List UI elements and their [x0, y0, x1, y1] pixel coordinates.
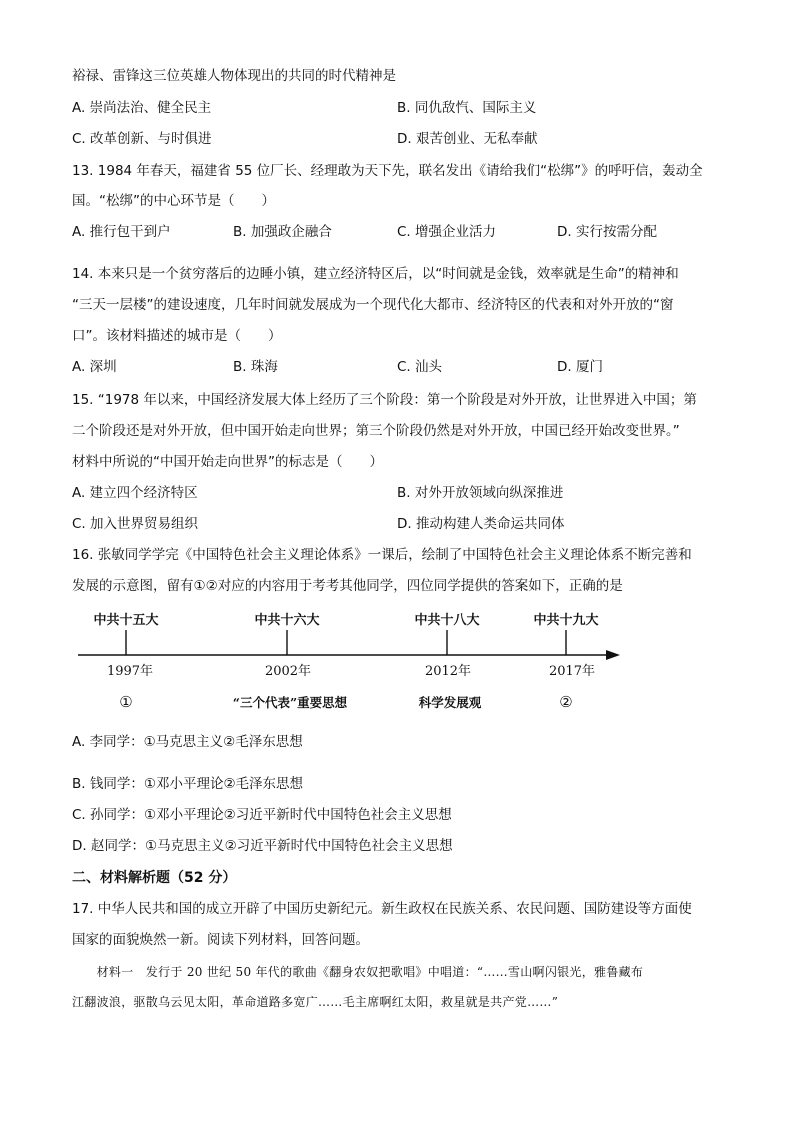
congress-label-15: 中共十五大: [93, 613, 159, 628]
blank-marker-2: ②: [559, 693, 573, 711]
q17-material1-line2: 江翻波浪，驱散乌云见太阳，革命道路多宽广……毛主席啊红太阳，救星就是共产党……”: [72, 995, 559, 1009]
q16-option-d[interactable]: D. 赵同学：①马克思主义②习近平新时代中国特色社会主义思想: [72, 838, 453, 854]
q17-stem-line2: 国家的面貌焕然一新。阅读下列材料，回答问题。: [72, 932, 369, 948]
q12-option-a[interactable]: A. 崇尚法治、健全民主: [72, 100, 212, 116]
year-label-1997: 1997年: [106, 664, 154, 679]
q14-option-d[interactable]: D. 厦门: [557, 359, 603, 375]
section-heading: 二、材料解析题（52 分）: [72, 870, 237, 886]
year-label-2002: 2002年: [264, 664, 312, 679]
q13-stem-line1: 13. 1984 年春天，福建省 55 位厂长、经理敢为天下先，联名发出《请给我们“松绑”》的呼吁信，轰动全: [72, 163, 703, 179]
q13-option-d[interactable]: D. 实行按需分配: [557, 224, 657, 240]
congress-label-16: 中共十六大: [254, 613, 320, 628]
q12-option-d[interactable]: D. 艰苦创业、无私奉献: [397, 131, 538, 147]
q14-stem-line1: 14. 本来只是一个贫穷落后的边睡小镇，建立经济特区后，以“时间就是金钱，效率就是生命”的精神和: [72, 266, 679, 282]
congress-label-19: 中共十九大: [533, 613, 599, 628]
year-label-2012: 2012年: [424, 664, 472, 679]
theory-three-represents: “三个代表”重要思想: [232, 695, 348, 710]
q14-option-b[interactable]: B. 珠海: [233, 359, 278, 375]
congress-label-18: 中共十八大: [414, 613, 480, 628]
q16-option-a[interactable]: A. 李同学：①马克思主义②毛泽东思想: [72, 734, 303, 750]
q16-option-c[interactable]: C. 孙同学：①邓小平理论②习近平新时代中国特色社会主义思想: [72, 807, 452, 823]
theory-scientific-development: 科学发展观: [418, 695, 482, 710]
q15-stem-line3: 材料中所说的“中国开始走向世界”的标志是（ ）: [72, 454, 383, 470]
q15-option-d[interactable]: D. 推动构建人类命运共同体: [397, 516, 565, 532]
q14-option-a[interactable]: A. 深圳: [72, 359, 117, 375]
q15-stem-line1: 15. “1978 年以来，中国经济发展大体上经历了三个阶段：第一个阶段是对外开放，让世界进入中国；第: [72, 392, 697, 408]
q12-option-b[interactable]: B. 同仇敌忾、国际主义: [397, 100, 537, 116]
q17-stem-line1: 17. 中华人民共和国的成立开辟了中国历史新纪元。新生政权在民族关系、农民问题、国防建设等方面使: [72, 901, 692, 917]
q13-option-b[interactable]: B. 加强政企融合: [233, 224, 332, 240]
q15-option-b[interactable]: B. 对外开放领域向纵深推进: [397, 485, 564, 501]
q14-stem-line2: “三天一层楼”的建设速度，几年时间就发展成为一个现代化大都市、经济特区的代表和对外开放的“窗: [72, 297, 674, 313]
q14-stem-line3: 口”。该材料描述的城市是（ ）: [72, 328, 282, 344]
q15-option-a[interactable]: A. 建立四个经济特区: [72, 485, 198, 501]
q15-option-c[interactable]: C. 加入世界贸易组织: [72, 516, 199, 532]
q13-option-c[interactable]: C. 增强企业活力: [397, 224, 497, 240]
q16-option-b[interactable]: B. 钱同学：①邓小平理论②毛泽东思想: [72, 776, 304, 792]
q17-material1-line1: 材料一 发行于 20 世纪 50 年代的歌曲《翻身农奴把歌唱》中唱道：“……雪山啊闪银光，雅鲁藏布: [72, 965, 644, 979]
year-label-2017: 2017年: [548, 664, 596, 679]
q15-stem-line2: 二个阶段还是对外开放，但中国开始走向世界；第三个阶段仍然是对外开放，中国已经开始改变世界。”: [72, 423, 680, 439]
q12-stem: 裕禄、雷锋这三位英雄人物体现出的共同的时代精神是: [72, 68, 396, 84]
q13-option-a[interactable]: A. 推行包干到户: [72, 224, 171, 240]
q12-option-c[interactable]: C. 改革创新、与时俱进: [72, 131, 212, 147]
q14-option-c[interactable]: C. 汕头: [397, 359, 443, 375]
blank-marker-1: ①: [119, 693, 133, 711]
theory-timeline-diagram: [72, 600, 632, 718]
timeline-arrowhead: [606, 650, 620, 660]
q13-stem-line2: 国。“松绑”的中心环节是（ ）: [72, 193, 275, 209]
q16-stem-line2: 发展的示意图，留有①②对应的内容用于考考其他同学，四位同学提供的答案如下，正确的是: [72, 578, 623, 594]
q16-stem-line1: 16. 张敏同学学完《中国特色社会主义理论体系》一课后，绘制了中国特色社会主义理论体系不断完善和: [72, 547, 692, 563]
